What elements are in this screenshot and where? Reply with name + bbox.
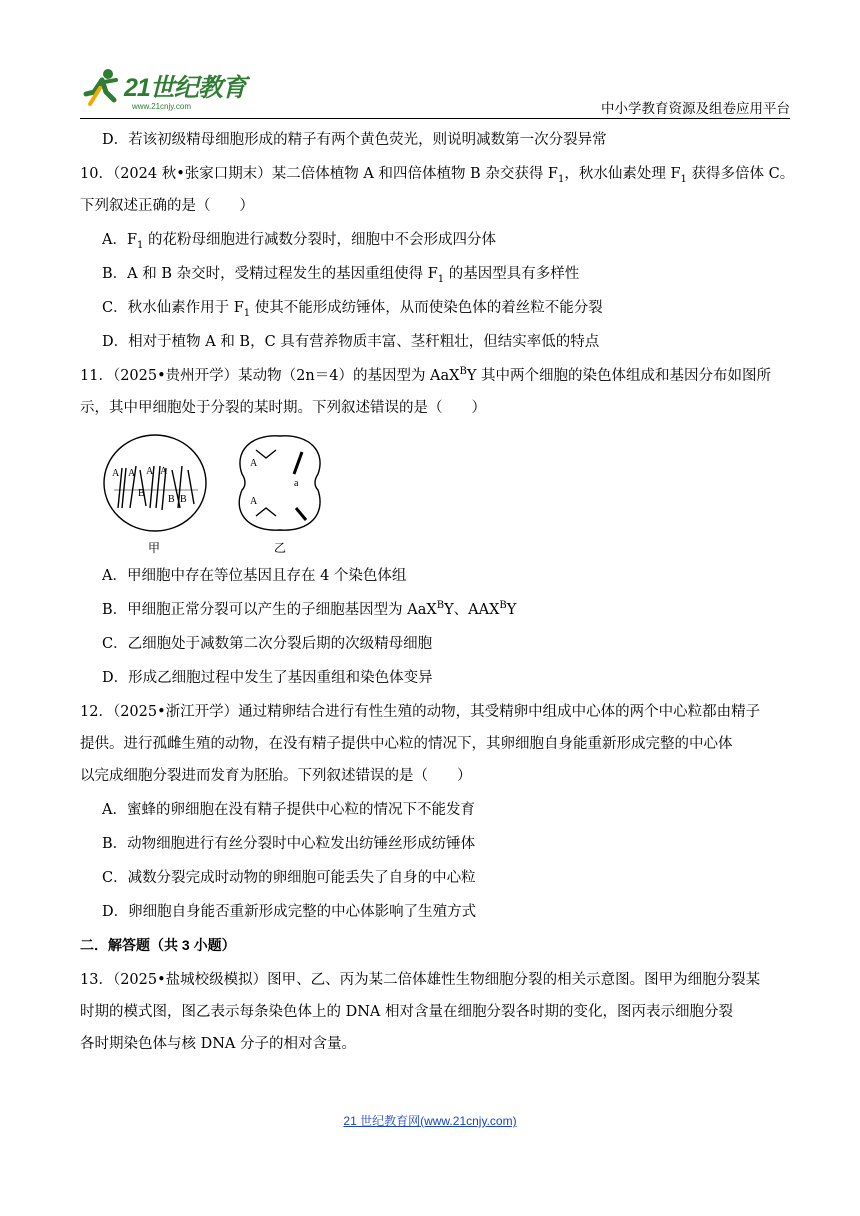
q11-option-b: B．甲细胞正常分裂可以产生的子细胞基因型为 AaX$^B$Y、$AAX^BY$ (102, 600, 517, 618)
q10-option-d: D．相对于植物 A 和 B，C 具有营养物质丰富、茎秆粗壮，但结实率低的特点 (102, 334, 600, 350)
q9-option-d: D．若该初级精母细胞形成的精子有两个黄色荧光，则说明减数第一次分裂异常 (102, 132, 607, 148)
section-heading: 二．解答题（共 3 小题） (80, 937, 236, 953)
q11-stem-line2: 示，其中甲细胞处于分裂的某时期。下列叙述错误的是（ ） (80, 400, 486, 416)
figure-label-jia: 甲 (148, 541, 161, 555)
figure-label-yi: 乙 (274, 541, 287, 555)
q13-stem-line1: 13．（2025•盐城校级模拟）图甲、乙、丙为某二倍体雄性生物细胞分裂的相关示意图。图甲为细胞分裂某 (80, 972, 761, 988)
q10-option-b: B．A 和 B 杂交时，受精过程发生的基因重组使得 $F_1$ 的基因型具有多样性 (102, 266, 580, 285)
q12-option-c: C．减数分裂完成时动物的卵细胞可能丢失了自身的中心粒 (102, 870, 476, 886)
gene-label: A (250, 496, 258, 507)
q10-stem-line1: 10．（2024 秋•张家口期末）某二倍体植物 A 和四倍体植物 B 杂交获得 $F_1$，秋水仙素处理 $F_1$ 获得多倍体 C。 (80, 166, 795, 185)
platform-title: 中小学教育资源及组卷应用平台 (601, 101, 790, 116)
cell-jia (104, 435, 206, 531)
gene-label: a (294, 478, 299, 489)
page-footer (0, 1112, 860, 1129)
q10-stem-line2: 下列叙述正确的是（ ） (80, 198, 254, 214)
q10-option-a: A．$F_1$ 的花粉母细胞进行减数分裂时，细胞中不会形成四分体 (102, 232, 497, 251)
gene-label: A (160, 466, 168, 477)
cell-diagram (100, 428, 350, 558)
q12-stem-line1: 12．（2025•浙江开学）通过精卵结合进行有性生殖的动物，其受精卵中组成中心体的两个中心粒都由精子 (80, 704, 761, 720)
gene-label: A (250, 458, 258, 469)
logo-text: 21世纪教育 (124, 74, 246, 102)
page-header (80, 62, 790, 120)
cell-figure (100, 428, 350, 558)
runner-icon (80, 66, 124, 110)
q12-option-b: B．动物细胞进行有丝分裂时中心粒发出纺锤丝形成纺锤体 (102, 836, 476, 852)
q12-stem-line2: 提供。进行孤雌生殖的动物，在没有精子提供中心粒的情况下，其卵细胞自身能重新形成完整的中心体 (80, 736, 733, 752)
q11-option-d: D．形成乙细胞过程中发生了基因重组和染色体变异 (102, 670, 433, 686)
footer-link[interactable]: 21 世纪教育网(www.21cnjy.com) (343, 1114, 517, 1128)
q13-stem-line3: 各时期染色体与核 DNA 分子的相对含量。 (80, 1036, 357, 1052)
q11-option-a: A．甲细胞中存在等位基因且存在 4 个染色体组 (102, 568, 407, 584)
q10-option-c: C．秋水仙素作用于 $F_1$ 使其不能形成纺锤体，从而使染色体的着丝粒不能分裂 (102, 300, 603, 319)
gene-label: B (180, 494, 187, 505)
q11-option-c: C．乙细胞处于减数第二次分裂后期的次级精母细胞 (102, 636, 433, 652)
gene-label: B (138, 488, 145, 499)
q13-stem-line2: 时期的模式图，图乙表示每条染色体上的 DNA 相对含量在细胞分裂各时期的变化，图丙表示细胞分裂 (80, 1004, 733, 1020)
gene-label: B (168, 494, 175, 505)
gene-label: A (128, 468, 136, 479)
gene-label: A (146, 466, 154, 477)
cell-yi (239, 436, 320, 530)
gene-label: A (112, 468, 120, 479)
header-divider (80, 118, 790, 119)
q12-stem-line3: 以完成细胞分裂进而发育为胚胎。下列叙述错误的是（ ） (80, 768, 472, 784)
q12-option-a: A．蜜蜂的卵细胞在没有精子提供中心粒的情况下不能发育 (102, 802, 475, 818)
q11-stem-line1: 11．（2025•贵州开学）某动物（2n＝4）的基因型为 AaX$^B$Y 其中两个细胞的染色体组成和基因分布如图所 (80, 366, 772, 384)
logo-url: www.21cnjy.com (132, 102, 191, 111)
site-logo[interactable] (80, 62, 255, 114)
q12-option-d: D．卵细胞自身能否重新形成完整的中心体影响了生殖方式 (102, 904, 477, 920)
